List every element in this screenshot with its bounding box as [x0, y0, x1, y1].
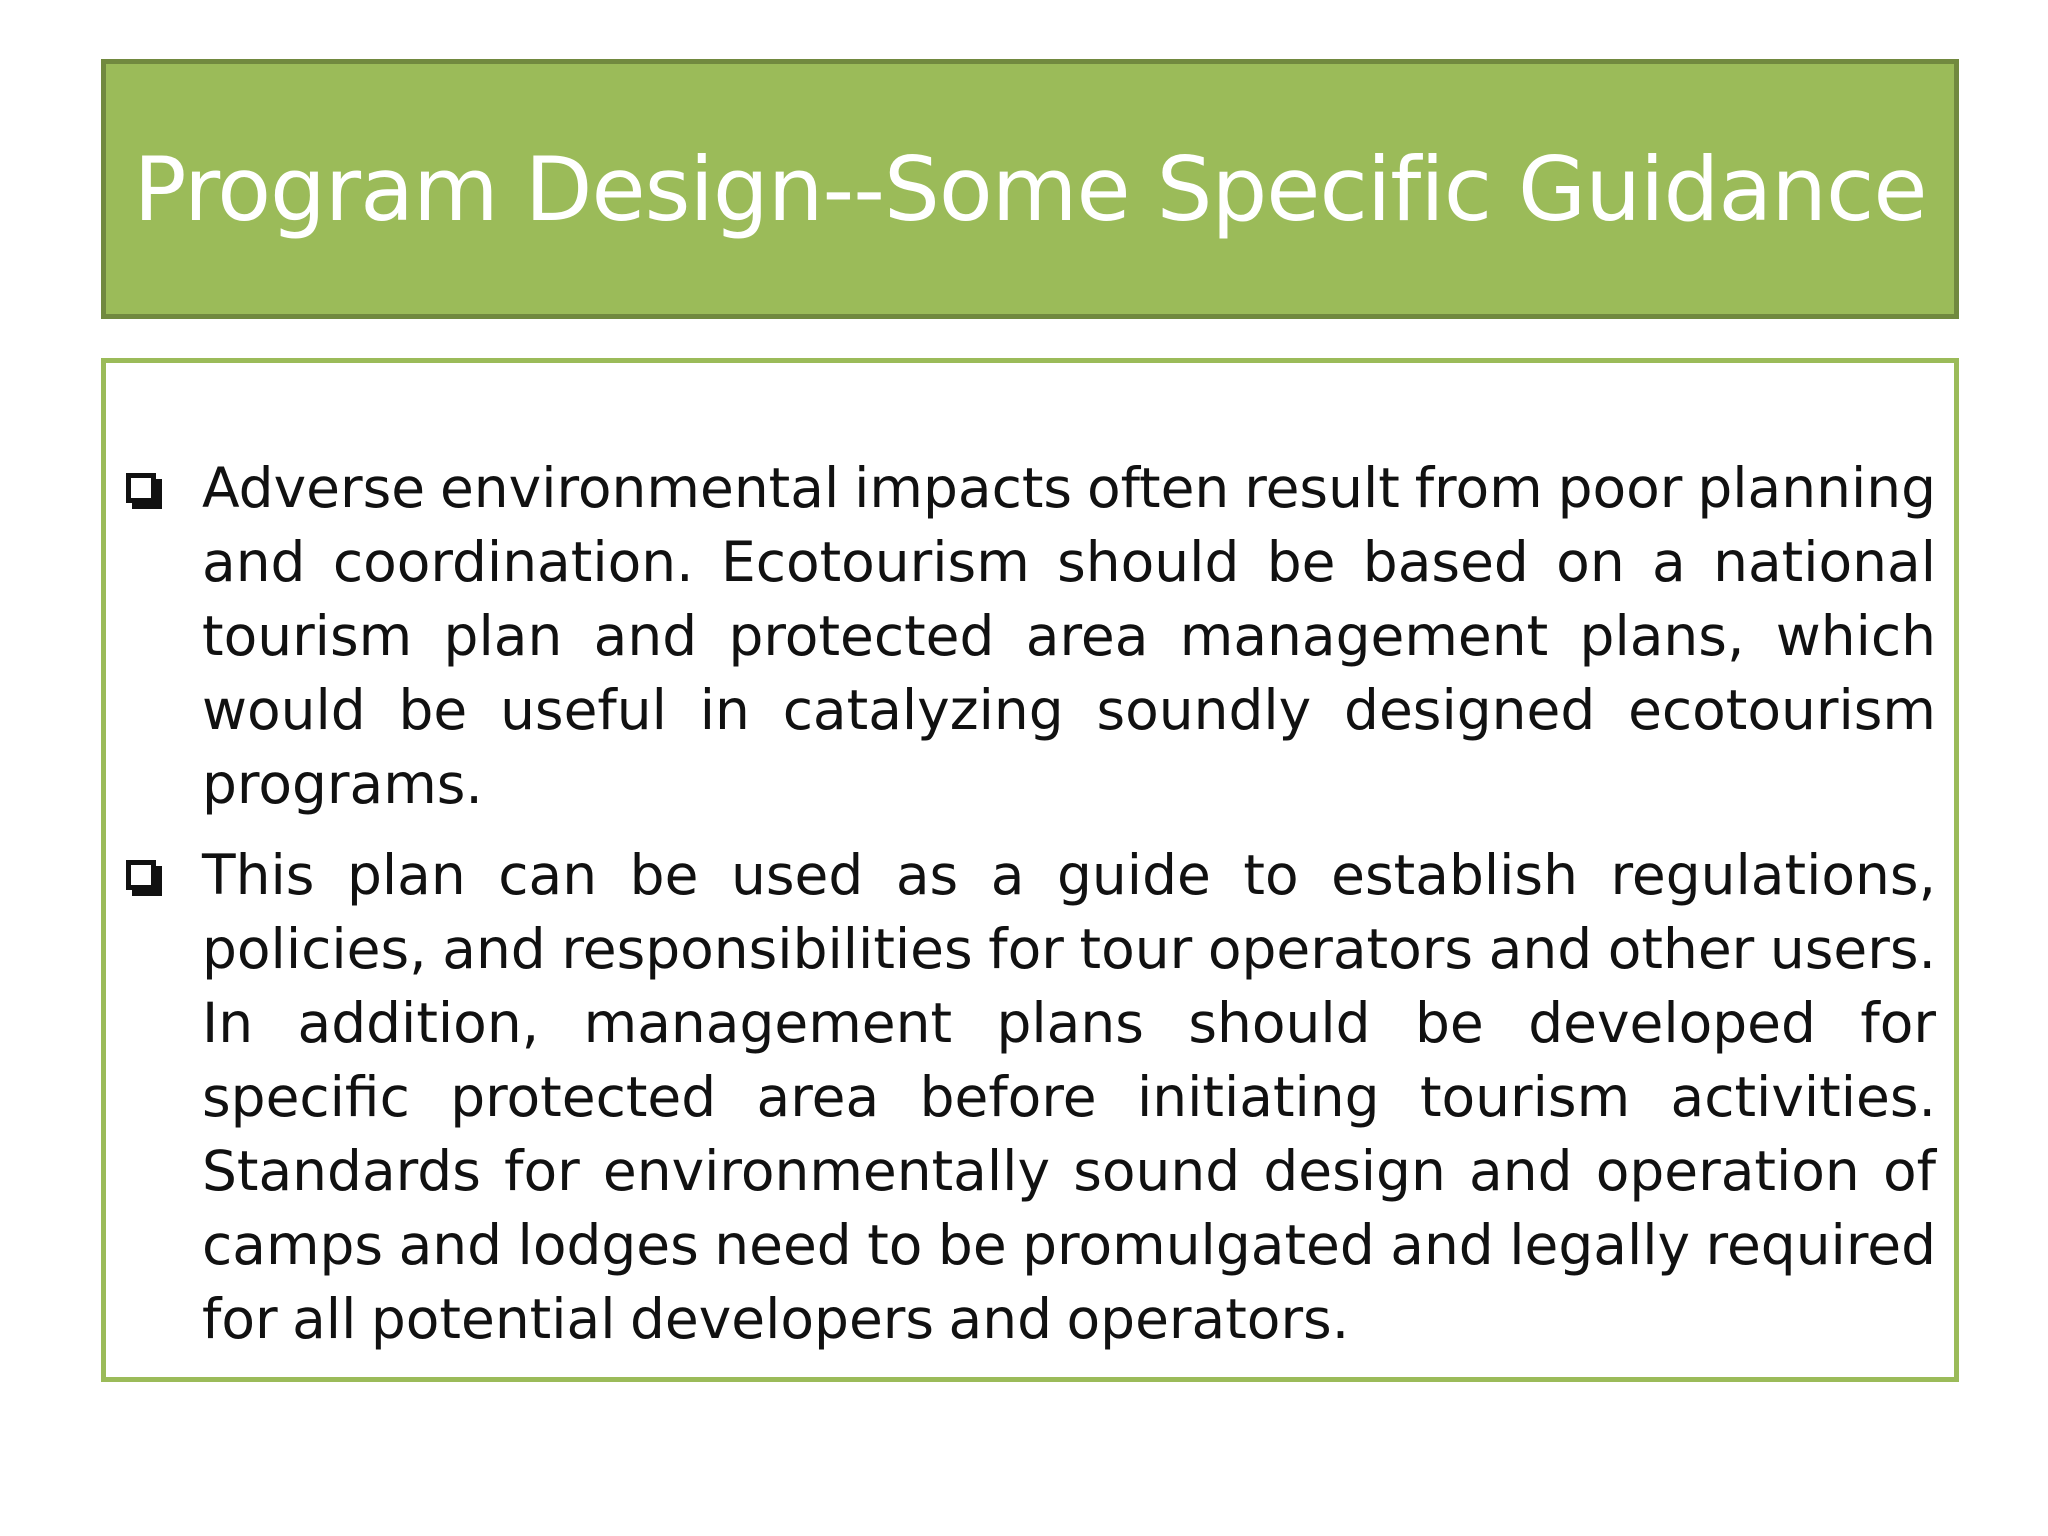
bullet-text: Adverse environmental impacts often result from poor planning and coordination. Ecotourism should be based on a national tourism plan and protected area management plans, which would be useful in catalyzing soundly designed ecotourism programs. [202, 456, 1936, 816]
slide-title: Program Design--Some Specific Guidance [133, 137, 1927, 241]
bullet-item [202, 838, 1936, 1356]
title-banner [101, 59, 1959, 319]
bullet-text: This plan can be used as a guide to establish regulations, policies, and responsibilities for tour operators and other users. In addition, management plans should be developed for specific protected area before initiating tourism activities. Standards for environmentally sound design and operation of camps and lodges need to be promulgated and legally required for all potential developers and operators. [202, 843, 1936, 1351]
bullet-item [202, 451, 1936, 821]
content-panel [101, 358, 1959, 1382]
checkbox-square-icon [126, 473, 156, 503]
bullet-list [106, 363, 1954, 1377]
checkbox-square-icon [126, 860, 156, 890]
